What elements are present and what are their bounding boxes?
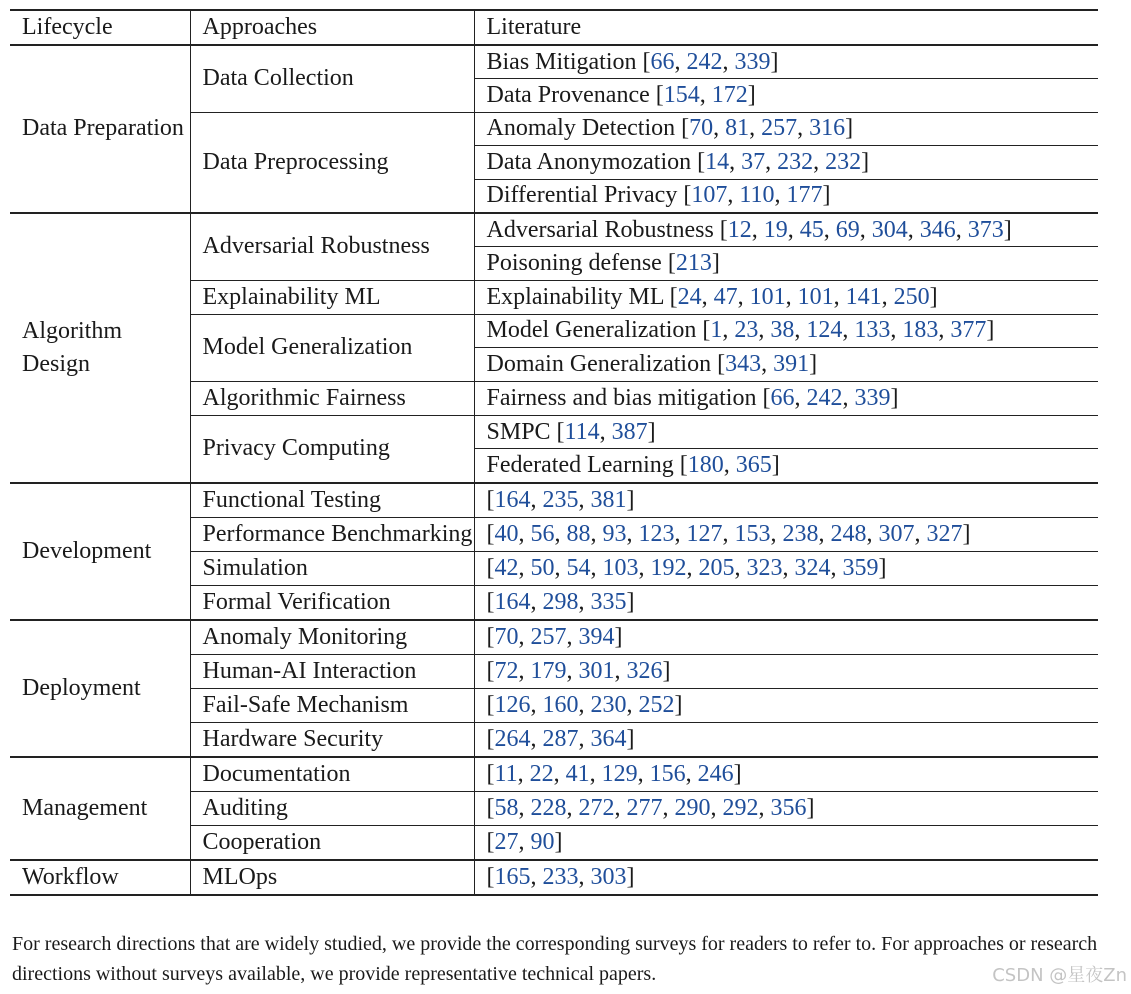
lifecycle-cell: Workflow — [10, 860, 190, 895]
citation-link[interactable]: 387 — [611, 418, 648, 445]
citation-link[interactable]: 24 — [677, 283, 702, 310]
citation-link[interactable]: 303 — [590, 863, 627, 890]
citation-link[interactable]: 123 — [638, 520, 675, 547]
citation-link[interactable]: 153 — [734, 520, 771, 547]
citation-link[interactable]: 110 — [739, 182, 775, 209]
citation-link[interactable]: 90 — [530, 828, 555, 855]
citation-link[interactable]: 88 — [566, 520, 591, 547]
approach-cell: Adversarial Robustness — [190, 213, 474, 280]
literature-cell: Data Anonymozation [14, 37, 232, 232] — [474, 146, 1098, 180]
citation-link[interactable]: 316 — [809, 115, 846, 142]
citation-link[interactable]: 391 — [773, 351, 810, 378]
citation-link[interactable]: 228 — [530, 794, 567, 821]
citation-link[interactable]: 177 — [786, 182, 823, 209]
citation-link[interactable]: 56 — [530, 520, 555, 547]
literature-cell: [126, 160, 230, 252] — [474, 688, 1098, 722]
literature-cell: [264, 287, 364] — [474, 722, 1098, 757]
approach-cell: Human-AI Interaction — [190, 654, 474, 688]
citation-link[interactable]: 365 — [735, 451, 772, 478]
literature-label: Fairness and bias mitigation — [486, 384, 757, 411]
citation-link[interactable]: 154 — [663, 81, 700, 108]
citation-link[interactable]: 42 — [494, 554, 519, 581]
citation-link[interactable]: 133 — [854, 317, 891, 344]
citation-link[interactable]: 11 — [494, 760, 518, 787]
citation-link[interactable]: 326 — [626, 657, 663, 684]
citation-link[interactable]: 324 — [794, 554, 831, 581]
citation-link[interactable]: 246 — [697, 760, 734, 787]
literature-label: Federated Learning — [486, 451, 674, 478]
literature-label: Differential Privacy — [486, 182, 678, 209]
citation-link[interactable]: 264 — [494, 725, 531, 752]
approach-cell: Anomaly Monitoring — [190, 620, 474, 655]
citation-link[interactable]: 232 — [777, 149, 814, 176]
table-row — [10, 757, 1098, 792]
citation-link[interactable]: 242 — [686, 48, 723, 75]
table-row — [10, 483, 1098, 518]
citation-link[interactable]: 70 — [494, 623, 519, 650]
citation-link[interactable]: 19 — [763, 216, 788, 243]
literature-cell: [165, 233, 303] — [474, 860, 1098, 895]
lifecycle-cell: Algorithm Design — [10, 213, 190, 483]
citation-link[interactable]: 54 — [566, 554, 591, 581]
citation-link[interactable]: 235 — [542, 486, 579, 513]
citation-link[interactable]: 339 — [734, 48, 771, 75]
citation-link[interactable]: 164 — [494, 486, 531, 513]
literature-cell: [40, 56, 88, 93, 123, 127, 153, 238, 248, 307, 327] — [474, 517, 1098, 551]
literature-cell: [11, 22, 41, 129, 156, 246] — [474, 757, 1098, 792]
approach-cell: MLOps — [190, 860, 474, 895]
citation-link[interactable]: 232 — [825, 149, 862, 176]
literature-cell: Adversarial Robustness [12, 19, 45, 69, 304, 346, 373] — [474, 213, 1098, 247]
citation-link[interactable]: 72 — [494, 657, 519, 684]
citation-link[interactable]: 172 — [711, 81, 748, 108]
literature-cell: Federated Learning [180, 365] — [474, 449, 1098, 483]
citation-link[interactable]: 272 — [578, 794, 615, 821]
watermark: CSDN @星夜Zn — [992, 965, 1127, 986]
approach-cell: Hardware Security — [190, 722, 474, 757]
citation-link[interactable]: 394 — [578, 623, 615, 650]
citation-link[interactable]: 165 — [494, 863, 531, 890]
citation-link[interactable]: 156 — [649, 760, 686, 787]
citation-link[interactable]: 1 — [710, 317, 723, 344]
approach-cell: Model Generalization — [190, 314, 474, 381]
citation-link[interactable]: 40 — [494, 520, 519, 547]
citation-link[interactable]: 127 — [686, 520, 723, 547]
literature-cell: Poisoning defense [213] — [474, 247, 1098, 281]
citation-link[interactable]: 101 — [797, 283, 834, 310]
literature-cell: [70, 257, 394] — [474, 620, 1098, 655]
citation-link[interactable]: 183 — [902, 317, 939, 344]
literature-label: SMPC — [486, 418, 551, 445]
table-body — [10, 45, 1098, 895]
literature-label: Explainability ML — [486, 283, 664, 310]
citation-link[interactable]: 141 — [845, 283, 882, 310]
citation-link[interactable]: 250 — [893, 283, 930, 310]
literature-cell: [164, 235, 381] — [474, 483, 1098, 518]
citation-link[interactable]: 103 — [602, 554, 639, 581]
approach-cell: Explainability ML — [190, 280, 474, 314]
approach-cell: Auditing — [190, 791, 474, 825]
approach-cell: Documentation — [190, 757, 474, 792]
citation-link[interactable]: 248 — [830, 520, 867, 547]
approach-cell: Simulation — [190, 551, 474, 585]
header-literature: Literature — [474, 10, 1098, 45]
literature-cell: Data Provenance [154, 172] — [474, 79, 1098, 113]
citation-link[interactable]: 307 — [878, 520, 915, 547]
table-row — [10, 620, 1098, 655]
lifecycle-cell: Development — [10, 483, 190, 620]
citation-link[interactable]: 23 — [734, 317, 759, 344]
citation-link[interactable]: 327 — [926, 520, 963, 547]
literature-cell: SMPC [114, 387] — [474, 415, 1098, 449]
literature-cell: [58, 228, 272, 277, 290, 292, 356] — [474, 791, 1098, 825]
literature-cell: Differential Privacy [107, 110, 177] — [474, 179, 1098, 213]
citation-link[interactable]: 114 — [564, 418, 600, 445]
citation-link[interactable]: 93 — [602, 520, 627, 547]
citation-link[interactable]: 242 — [806, 384, 843, 411]
approach-cell: Performance Benchmarking — [190, 517, 474, 551]
literature-label: Model Generalization — [486, 317, 697, 344]
approach-cell: Data Collection — [190, 45, 474, 112]
citation-link[interactable]: 129 — [601, 760, 638, 787]
citation-link[interactable]: 257 — [530, 623, 567, 650]
citation-link[interactable]: 230 — [590, 691, 627, 718]
citation-link[interactable]: 257 — [761, 115, 798, 142]
citation-link[interactable]: 58 — [494, 794, 519, 821]
literature-cell: Explainability ML [24, 47, 101, 101, 141, 250] — [474, 280, 1098, 314]
citation-link[interactable]: 252 — [638, 691, 675, 718]
citation-link[interactable]: 298 — [542, 588, 579, 615]
citation-link[interactable]: 66 — [770, 384, 795, 411]
lifecycle-cell: Deployment — [10, 620, 190, 757]
citation-link[interactable]: 238 — [782, 520, 819, 547]
citation-link[interactable]: 205 — [698, 554, 735, 581]
lifecycle-cell: Data Preparation — [10, 45, 190, 213]
header-lifecycle: Lifecycle — [10, 10, 190, 45]
table-row — [10, 45, 1098, 79]
citation-link[interactable]: 22 — [529, 760, 554, 787]
approach-cell: Functional Testing — [190, 483, 474, 518]
citation-link[interactable]: 101 — [749, 283, 786, 310]
citation-link[interactable]: 339 — [854, 384, 891, 411]
citation-link[interactable]: 41 — [565, 760, 590, 787]
approach-cell: Fail-Safe Mechanism — [190, 688, 474, 722]
literature-cell: [164, 298, 335] — [474, 585, 1098, 620]
citation-link[interactable]: 81 — [725, 115, 750, 142]
citation-link[interactable]: 164 — [494, 588, 531, 615]
citation-link[interactable]: 69 — [835, 216, 860, 243]
literature-cell: Bias Mitigation [66, 242, 339] — [474, 45, 1098, 79]
citation-link[interactable]: 45 — [799, 216, 824, 243]
citation-link[interactable]: 287 — [542, 725, 579, 752]
table-row — [10, 860, 1098, 895]
citation-link[interactable]: 192 — [650, 554, 687, 581]
citation-link[interactable]: 301 — [578, 657, 615, 684]
citation-link[interactable]: 70 — [689, 115, 714, 142]
approach-cell: Privacy Computing — [190, 415, 474, 482]
citation-link[interactable]: 381 — [590, 486, 627, 513]
citation-link[interactable]: 37 — [741, 149, 766, 176]
citation-link[interactable]: 14 — [705, 149, 730, 176]
literature-label: Data Provenance — [486, 81, 650, 108]
citation-link[interactable]: 304 — [871, 216, 908, 243]
citation-link[interactable]: 66 — [650, 48, 675, 75]
literature-label: Poisoning defense — [486, 249, 662, 276]
citation-link[interactable]: 126 — [494, 691, 531, 718]
table-row — [10, 213, 1098, 247]
literature-cell: [27, 90] — [474, 825, 1098, 860]
literature-cell: Model Generalization [1, 23, 38, 124, 133, 183, 377] — [474, 314, 1098, 348]
literature-label: Data Anonymozation — [486, 149, 692, 176]
approach-cell: Algorithmic Fairness — [190, 381, 474, 415]
literature-label: Domain Generalization — [486, 351, 712, 378]
citation-link[interactable]: 292 — [722, 794, 759, 821]
citation-link[interactable]: 377 — [950, 317, 987, 344]
citation-link[interactable]: 343 — [725, 351, 762, 378]
citation-link[interactable]: 50 — [530, 554, 555, 581]
citation-link[interactable]: 47 — [713, 283, 738, 310]
literature-cell: Domain Generalization [343, 391] — [474, 348, 1098, 382]
citation-link[interactable]: 180 — [687, 451, 724, 478]
citation-link[interactable]: 179 — [530, 657, 567, 684]
lifecycle-cell: Management — [10, 757, 190, 860]
citation-link[interactable]: 346 — [919, 216, 956, 243]
citation-link[interactable]: 27 — [494, 828, 519, 855]
citation-link[interactable]: 323 — [746, 554, 783, 581]
citation-link[interactable]: 213 — [675, 249, 712, 276]
literature-cell: [72, 179, 301, 326] — [474, 654, 1098, 688]
literature-cell: Anomaly Detection [70, 81, 257, 316] — [474, 112, 1098, 146]
header-approaches: Approaches — [190, 10, 474, 45]
citation-link[interactable]: 12 — [727, 216, 752, 243]
citation-link[interactable]: 373 — [967, 216, 1004, 243]
literature-label: Bias Mitigation — [486, 48, 637, 75]
literature-cell: [42, 50, 54, 103, 192, 205, 323, 324, 359] — [474, 551, 1098, 585]
citation-link[interactable]: 359 — [842, 554, 879, 581]
citation-link[interactable]: 107 — [691, 182, 728, 209]
literature-cell: Fairness and bias mitigation [66, 242, 339] — [474, 381, 1098, 415]
literature-table — [10, 9, 1098, 896]
citation-link[interactable]: 356 — [770, 794, 807, 821]
approach-cell: Cooperation — [190, 825, 474, 860]
citation-link[interactable]: 124 — [806, 317, 843, 344]
citation-link[interactable]: 38 — [770, 317, 795, 344]
citation-link[interactable]: 290 — [674, 794, 711, 821]
table-footnote: For research directions that are widely studied, we provide the corresponding surveys for readers to refer to. For approaches or research directions without surveys available, we provide representative technical papers. — [12, 933, 1098, 985]
approach-cell: Formal Verification — [190, 585, 474, 620]
approach-cell: Data Preprocessing — [190, 112, 474, 213]
citation-link[interactable]: 335 — [590, 588, 627, 615]
literature-label: Anomaly Detection — [486, 115, 676, 142]
citation-link[interactable]: 160 — [542, 691, 579, 718]
citation-link[interactable]: 233 — [542, 863, 579, 890]
literature-label: Adversarial Robustness — [486, 216, 714, 243]
citation-link[interactable]: 364 — [590, 725, 627, 752]
citation-link[interactable]: 277 — [626, 794, 663, 821]
